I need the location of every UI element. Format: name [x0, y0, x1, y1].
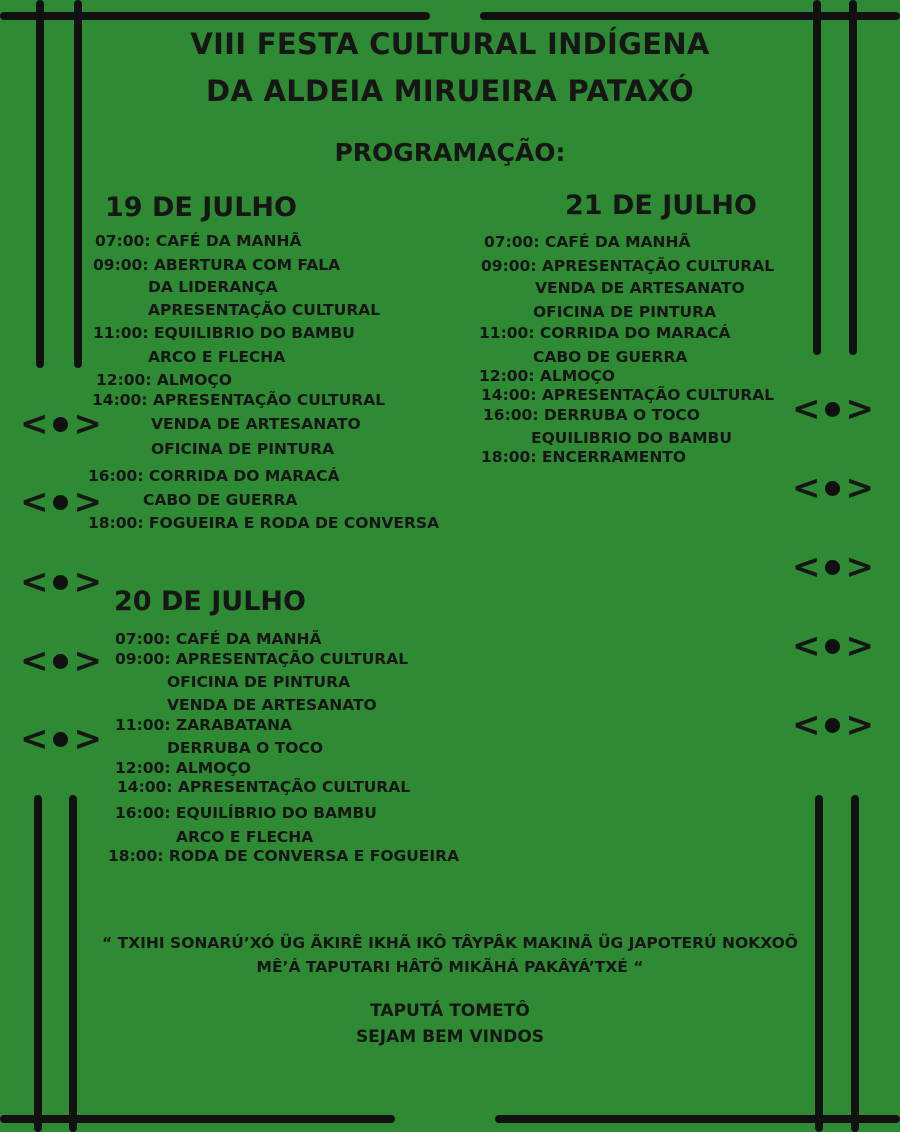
schedule-line: 16:00: DERRUBA O TOCO [483, 406, 700, 424]
schedule-line: 16:00: EQUILÍBRIO DO BAMBU [115, 804, 377, 822]
schedule-line: 11:00: CORRIDA DO MARACÁ [479, 324, 731, 342]
program-heading: PROGRAMAÇÃO: [334, 138, 566, 167]
arrow-dot-ornament: < > [20, 641, 102, 681]
schedule-line: ARCO E FLECHA [148, 348, 286, 366]
schedule-line: 09:00: APRESENTAÇÃO CULTURAL [115, 650, 409, 668]
schedule-line: OFICINA DE PINTURA [167, 673, 351, 691]
schedule-line: 14:00: APRESENTAÇÃO CULTURAL [117, 778, 411, 796]
schedule-line: 09:00: APRESENTAÇÃO CULTURAL [481, 257, 775, 275]
schedule-line: CABO DE GUERRA [143, 491, 298, 509]
schedule-line: 07:00: CAFÉ DA MANHÃ [115, 630, 322, 648]
frame-bar [0, 12, 430, 20]
arrow-dot-ornament: < > [20, 482, 102, 522]
schedule-line: 07:00: CAFÉ DA MANHÃ [95, 232, 302, 250]
schedule-line: OFICINA DE PINTURA [533, 303, 717, 321]
schedule-line: 09:00: ABERTURA COM FALA [93, 256, 341, 274]
arrow-dot-ornament: < > [792, 468, 874, 508]
frame-bar [0, 1115, 395, 1123]
schedule-line: 12:00: ALMOÇO [96, 371, 232, 389]
arrow-dot-ornament: < > [792, 705, 874, 745]
schedule-line: CABO DE GUERRA [533, 348, 688, 366]
frame-bar [480, 12, 900, 20]
schedule-line: EQUILIBRIO DO BAMBU [531, 429, 732, 447]
arrow-dot-ornament: < > [20, 404, 102, 444]
arrow-dot-ornament: < > [792, 547, 874, 587]
arrow-dot-ornament: < > [792, 626, 874, 666]
schedule-line: ARCO E FLECHA [176, 828, 314, 846]
schedule-line: DA LIDERANÇA [148, 278, 278, 296]
schedule-line: 11:00: ZARABATANA [115, 716, 293, 734]
poster-title-line2: DA ALDEIA MIRUEIRA PATAXÓ [206, 74, 694, 108]
pataxo-quote-line2: MÊ’Á TAPUTARI HÂTÕ MIKÃHÁ PAKÂYÁ’TXÉ “ [256, 958, 644, 976]
day-title-21: 21 DE JULHO [565, 190, 757, 221]
pataxo-quote-line1: “ TXIHI SONARÚ’XÓ ÜG ÃKIRÊ IKHÃ IKÔ TÂYPÂK MAKINÃ ÜG JAPOTERÚ NOKXOÕ [102, 934, 798, 952]
schedule-line: 12:00: ALMOÇO [115, 759, 251, 777]
poster-title-line1: VIII FESTA CULTURAL INDÍGENA [190, 27, 710, 61]
schedule-line: VENDA DE ARTESANATO [167, 696, 377, 714]
schedule-line: DERRUBA O TOCO [167, 739, 323, 757]
day-title-19: 19 DE JULHO [105, 192, 297, 223]
schedule-line: 11:00: EQUILIBRIO DO BAMBU [93, 324, 355, 342]
schedule-line: VENDA DE ARTESANATO [151, 415, 361, 433]
schedule-line: APRESENTAÇÃO CULTURAL [148, 301, 381, 319]
day-title-20: 20 DE JULHO [114, 586, 306, 617]
schedule-line: VENDA DE ARTESANATO [535, 279, 745, 297]
closing-greeting-pataxo: TAPUTÁ TOMETÔ [370, 1001, 530, 1021]
schedule-line: OFICINA DE PINTURA [151, 440, 335, 458]
schedule-line: 14:00: APRESENTAÇÃO CULTURAL [92, 391, 386, 409]
schedule-line: 14:00: APRESENTAÇÃO CULTURAL [481, 386, 775, 404]
arrow-dot-ornament: < > [20, 562, 102, 602]
schedule-line: 18:00: RODA DE CONVERSA E FOGUEIRA [108, 847, 460, 865]
closing-greeting-welcome: SEJAM BEM VINDOS [355, 1027, 545, 1047]
arrow-dot-ornament: < > [20, 719, 102, 759]
schedule-line: 07:00: CAFÉ DA MANHÃ [484, 233, 691, 251]
schedule-line: 18:00: ENCERRAMENTO [481, 448, 687, 466]
frame-bar [495, 1115, 900, 1123]
schedule-line: 16:00: CORRIDA DO MARACÁ [88, 467, 340, 485]
arrow-dot-ornament: < > [792, 389, 874, 429]
schedule-line: 18:00: FOGUEIRA E RODA DE CONVERSA [88, 514, 440, 532]
schedule-line: 12:00: ALMOÇO [479, 367, 615, 385]
